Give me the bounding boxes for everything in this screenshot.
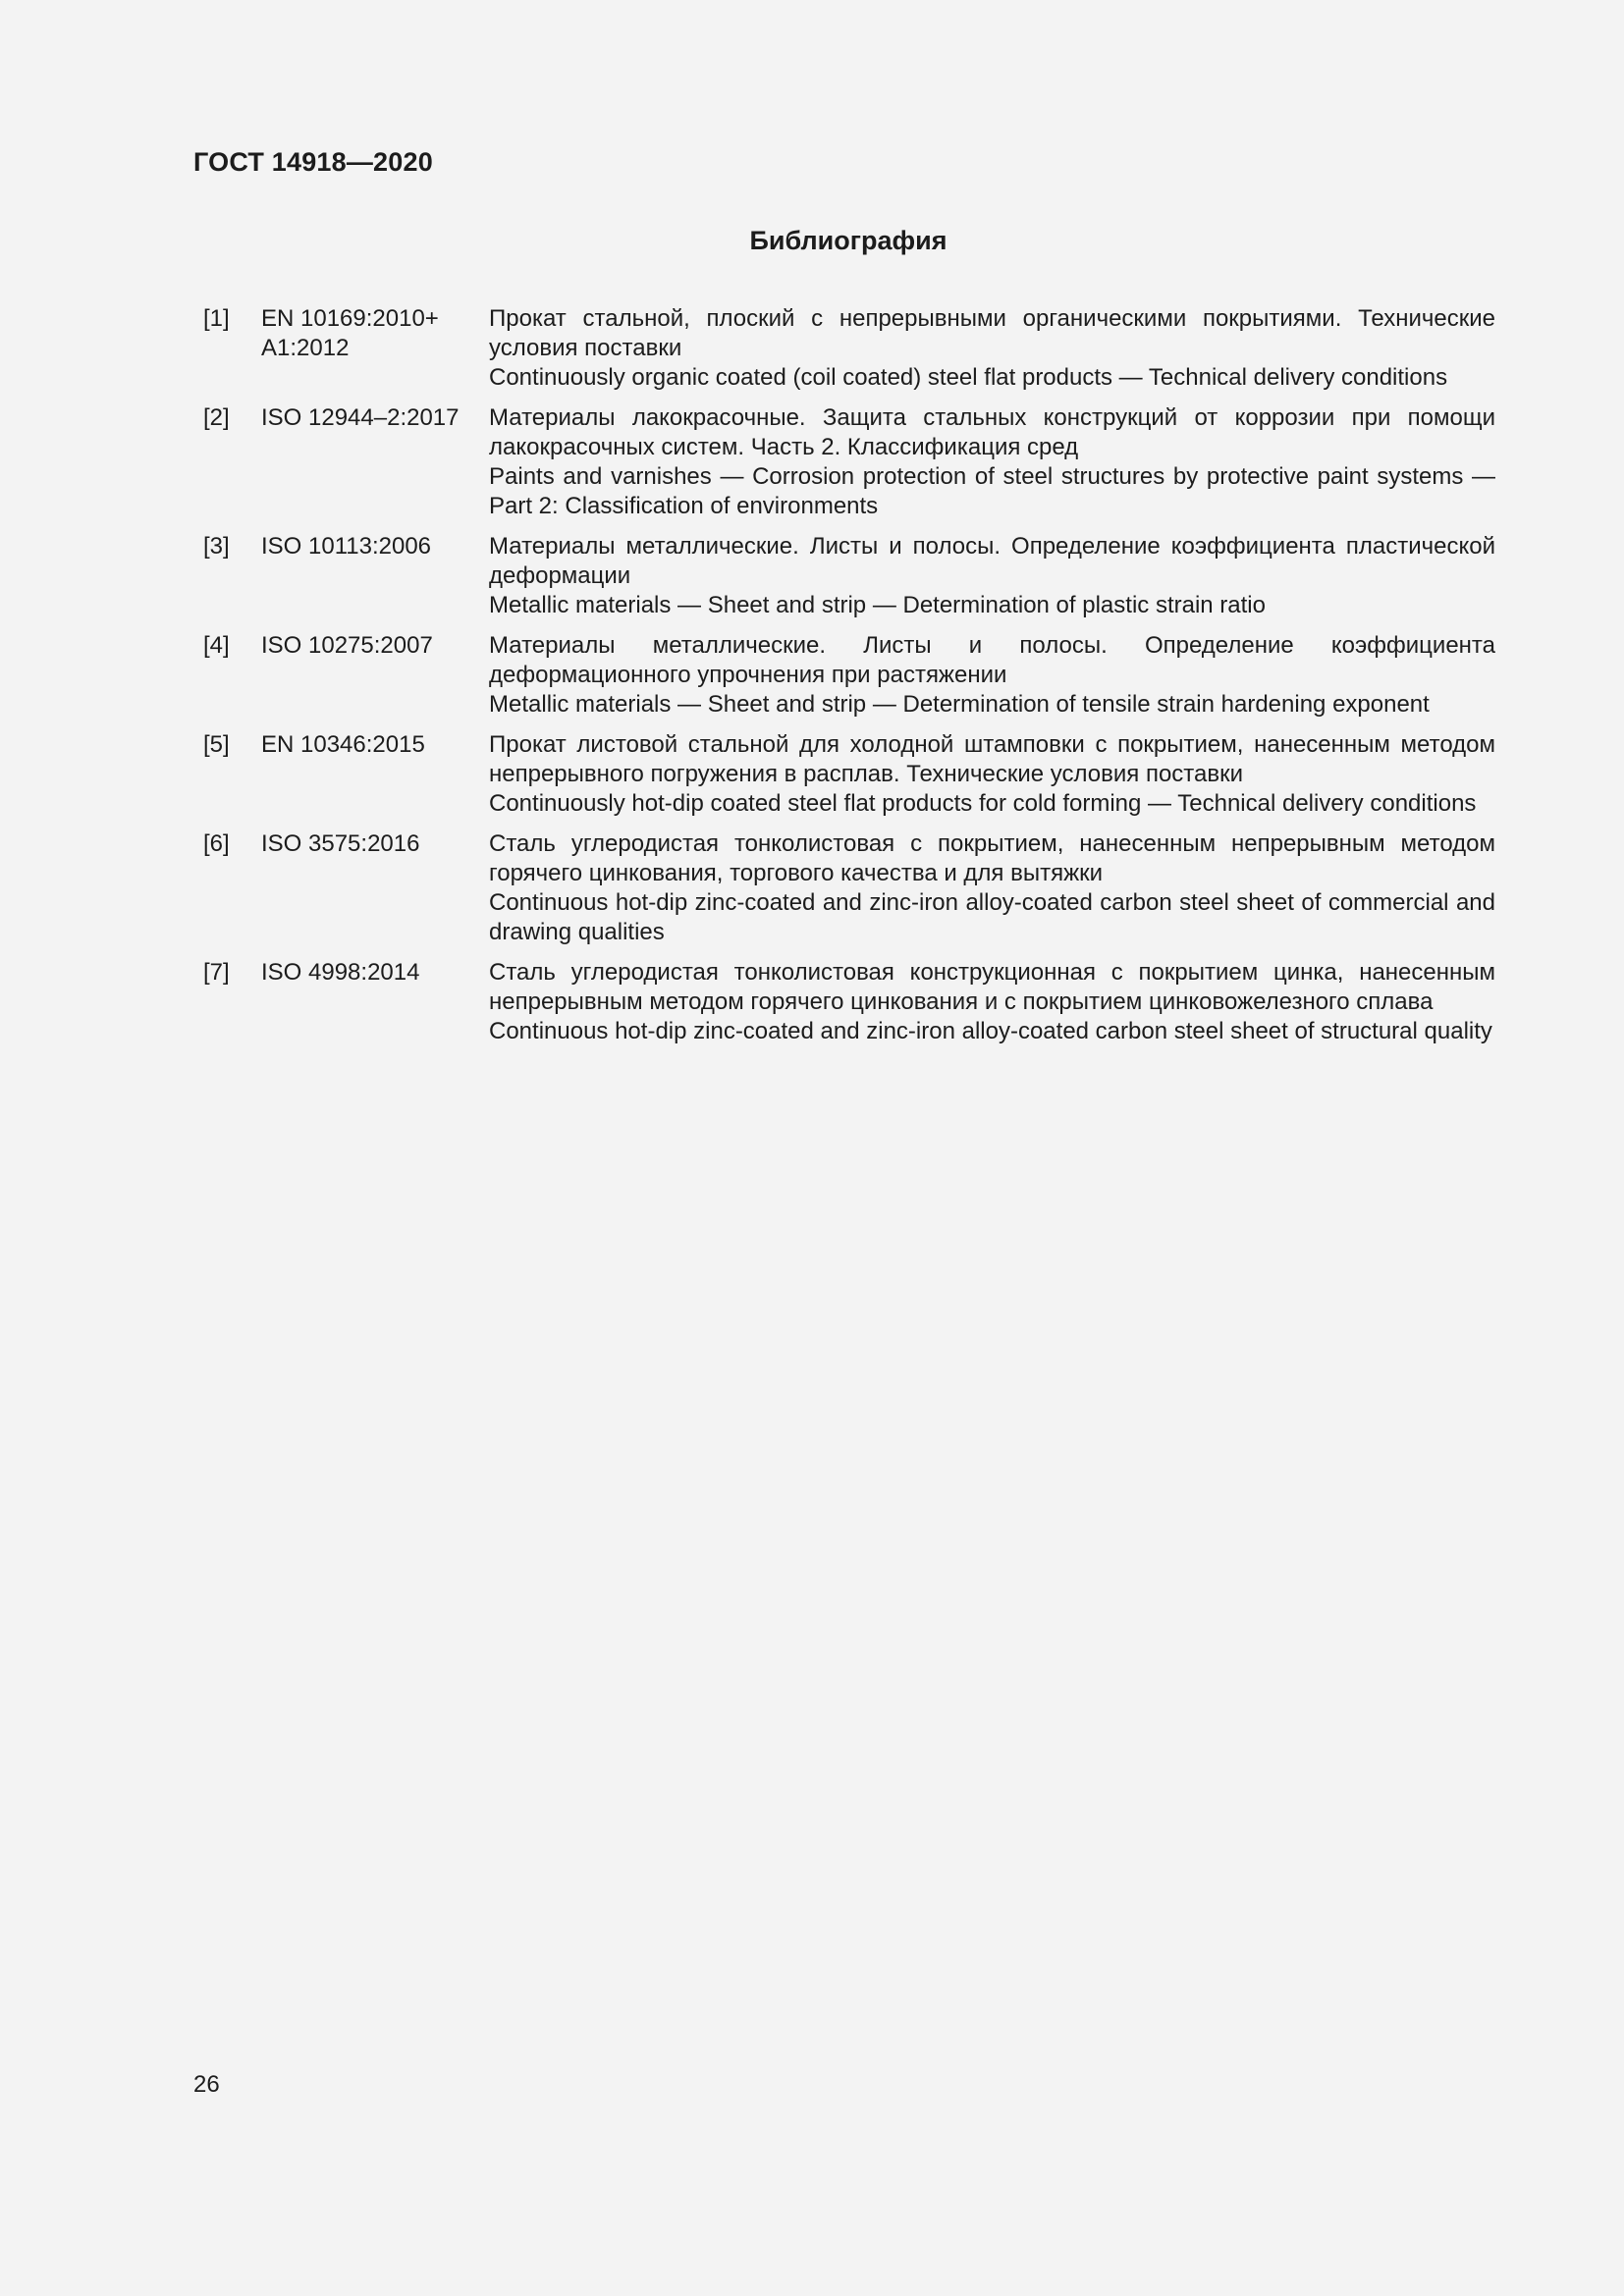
entry-title-ru: Материалы металлические. Листы и полосы. Определение коэффициента пластической деформации — [489, 533, 1495, 589]
bibliography-entry — [203, 730, 1495, 819]
entry-title-ru: Сталь углеродистая тонколистовая с покрытием, нанесенным непрерывным методом горячего цинкования, торгового качества и для вытяжки — [489, 830, 1495, 886]
entry-description — [489, 958, 1495, 1046]
bibliography-entry — [203, 304, 1495, 393]
document-header: ГОСТ 14918—2020 — [193, 147, 433, 177]
entry-title-en: Continuous hot-dip zinc-coated and zinc-iron alloy-coated carbon steel sheet of structural quality — [489, 1018, 1492, 1044]
entry-description — [489, 631, 1495, 720]
entry-standard-code — [261, 631, 489, 720]
entry-title-ru: Материалы лакокрасочные. Защита стальных конструкций от коррозии при помощи лакокрасочных систем. Часть 2. Классификация сред — [489, 404, 1495, 460]
entry-standard-code — [261, 829, 489, 947]
entry-number: [6] — [203, 830, 230, 857]
entry-title-ru: Прокат листовой стальной для холодной штамповки с покрытием, нанесенным методом непрерывного погружения в расплав. Технические условия поставки — [489, 731, 1495, 787]
entry-title-ru: Материалы металлические. Листы и полосы. Определение коэффициента деформационного упрочнения при растяжении — [489, 632, 1495, 688]
entry-description — [489, 403, 1495, 521]
bibliography-entry — [203, 631, 1495, 720]
entry-number: [2] — [203, 404, 230, 431]
bibliography-entry — [203, 958, 1495, 1046]
bibliography-entry — [203, 829, 1495, 947]
entry-title-en: Continuously hot-dip coated steel flat products for cold forming — Technical delivery conditions — [489, 790, 1477, 817]
bibliography-entry — [203, 532, 1495, 620]
entry-title-en: Continuously organic coated (coil coated) steel flat products — Technical delivery conditions — [489, 364, 1448, 391]
entry-description — [489, 730, 1495, 819]
entry-title-en: Metallic materials — Sheet and strip — Determination of plastic strain ratio — [489, 592, 1266, 618]
entry-title-en: Metallic materials — Sheet and strip — Determination of tensile strain hardening exponent — [489, 691, 1430, 718]
entry-title-en: Continuous hot-dip zinc-coated and zinc-iron alloy-coated carbon steel sheet of commercial and drawing qualities — [489, 889, 1495, 945]
bibliography-list — [203, 304, 1495, 1057]
entry-code-line: ISO 10113:2006 — [261, 533, 432, 560]
entry-description — [489, 532, 1495, 620]
bibliography-title: Библиография — [749, 226, 947, 255]
entry-description — [489, 304, 1495, 393]
entry-standard-code — [261, 304, 489, 393]
entry-standard-code — [261, 532, 489, 620]
entry-number: [7] — [203, 959, 230, 986]
entry-title-ru: Прокат стальной, плоский с непрерывными органическими покрытиями. Технические условия поставки — [489, 305, 1495, 361]
entry-number: [4] — [203, 632, 230, 659]
entry-code-line: ISO 12944–2:2017 — [261, 404, 460, 431]
entry-code-line: EN 10346:2015 — [261, 731, 425, 758]
entry-code-line: A1:2012 — [261, 335, 350, 361]
entry-title-en: Paints and varnishes — Corrosion protection of steel structures by protective paint systems — Part 2: Classification of environments — [489, 463, 1495, 519]
entry-number: [1] — [203, 305, 230, 332]
entry-title-ru: Сталь углеродистая тонколистовая конструкционная с покрытием цинка, нанесенным непрерывным методом горячего цинкования и с покрытием цинковожелезного сплава — [489, 959, 1495, 1015]
entry-code-line: ISO 10275:2007 — [261, 632, 433, 659]
entry-number: [3] — [203, 533, 230, 560]
entry-number: [5] — [203, 731, 230, 758]
entry-standard-code — [261, 403, 489, 521]
page-number: 26 — [193, 2071, 220, 2098]
bibliography-entry — [203, 403, 1495, 521]
entry-code-line: EN 10169:2010+ — [261, 305, 439, 332]
entry-standard-code — [261, 730, 489, 819]
entry-code-line: ISO 4998:2014 — [261, 959, 420, 986]
entry-standard-code — [261, 958, 489, 1046]
entry-code-line: ISO 3575:2016 — [261, 830, 420, 857]
entry-description — [489, 829, 1495, 947]
